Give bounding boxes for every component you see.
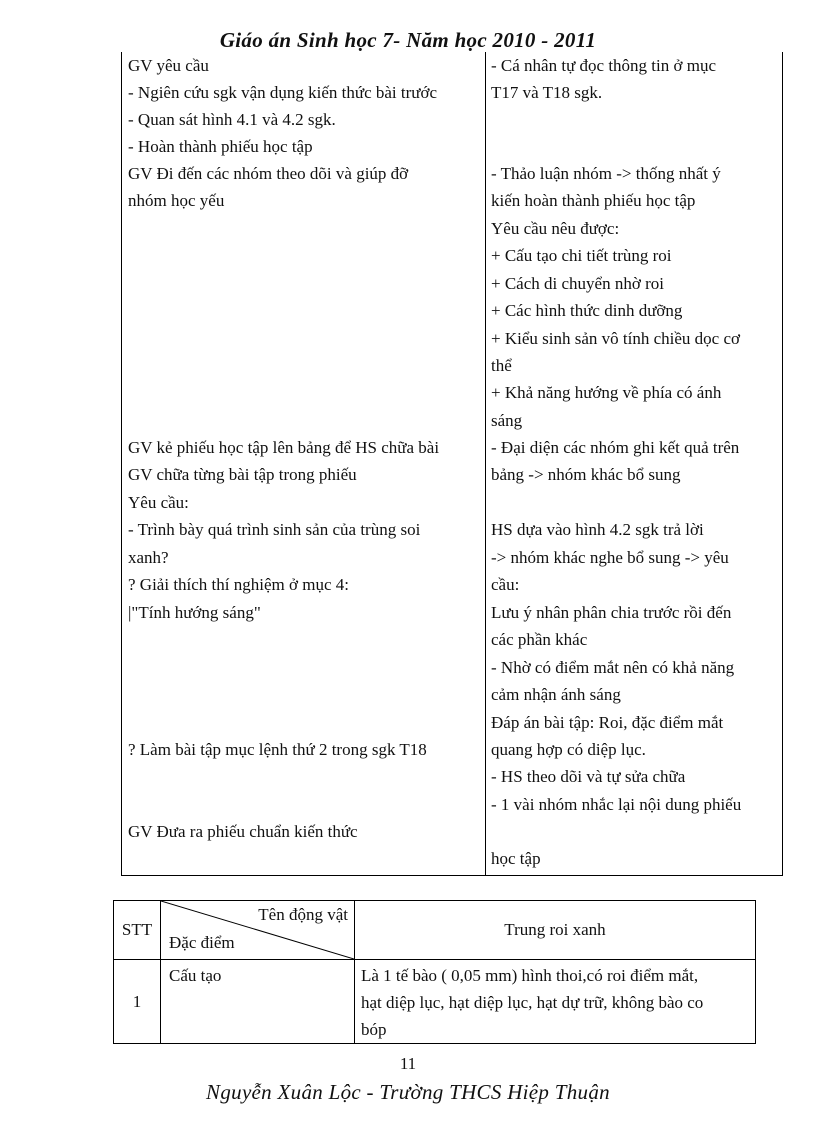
right-line: quang hợp có diệp lục. <box>491 740 646 759</box>
left-line: - Trình bày quá trình sinh sản của trùng soi <box>128 520 421 539</box>
left-line: xanh? <box>128 548 169 567</box>
right-line: bảng -> nhóm khác bổ sung <box>491 465 681 484</box>
left-line: - Ngiên cứu sgk vận dụng kiến thức bài trước <box>128 83 438 102</box>
left-line: Yêu cầu: <box>128 493 189 512</box>
right-line: sáng <box>491 411 523 430</box>
left-line: nhóm học yếu <box>128 191 225 210</box>
right-line: -> nhóm khác nghe bổ sung -> yêu <box>491 548 729 567</box>
left-line: GV yêu cầu <box>128 56 209 75</box>
right-line: + Cấu tạo chi tiết trùng roi <box>491 246 672 265</box>
right-line: - HS theo dõi và tự sửa chữa <box>491 767 686 786</box>
feature-label: Đặc điểm <box>169 933 235 952</box>
right-line: - Nhờ có điểm mắt nên có khả năng <box>491 658 735 677</box>
left-line: - Hoàn thành phiếu học tập <box>128 137 313 156</box>
right-line: T17 và T18 sgk. <box>491 83 603 102</box>
right-line: + Cách di chuyển nhờ roi <box>491 274 664 293</box>
page-number: 11 <box>399 1054 417 1073</box>
description-line: bóp <box>361 1020 387 1039</box>
stt-header: STT <box>114 901 161 960</box>
page-header: Giáo án Sinh học 7- Năm học 2010 - 2011 <box>219 28 597 52</box>
left-line: |"Tính hướng sáng" <box>128 603 261 622</box>
right-line: các phần khác <box>491 630 588 649</box>
right-line: + Khả năng hướng về phía có ánh <box>491 383 722 402</box>
left-line: GV Đi đến các nhóm theo dõi và giúp đỡ <box>128 164 409 183</box>
feature-table <box>113 900 756 1044</box>
left-line: GV Đưa ra phiếu chuẩn kiến thức <box>128 822 358 841</box>
right-line: + Các hình thức dinh dưỡng <box>491 301 683 320</box>
right-line: Lưu ý nhân phân chia trước rồi đến <box>491 603 732 622</box>
left-line: ? Giải thích thí nghiệm ở mục 4: <box>128 575 349 594</box>
row-number: 1 <box>114 960 161 1044</box>
diagonal-header-cell <box>161 901 355 960</box>
page-footer: Nguyễn Xuân Lộc - Trường THCS Hiệp Thuận <box>206 1080 610 1104</box>
right-line: + Kiểu sinh sản vô tính chiều dọc cơ <box>491 329 740 348</box>
animal-name-label: Tên động vật <box>258 905 348 924</box>
description-line: hạt diệp lục, hạt diệp lục, hạt dự trữ, không bào co <box>361 993 704 1012</box>
table-row <box>114 960 756 1044</box>
lesson-table <box>121 52 783 876</box>
left-line: - Quan sát hình 4.1 và 4.2 sgk. <box>128 110 336 129</box>
feature-name: Cấu tạo <box>161 960 355 1044</box>
right-line: thể <box>491 356 512 375</box>
column-divider <box>485 52 486 875</box>
species-header: Trung roi xanh <box>355 901 756 960</box>
left-line: GV chữa từng bài tập trong phiếu <box>128 465 357 484</box>
right-line: - Đại diện các nhóm ghi kết quả trên <box>491 438 740 457</box>
left-line: GV kẻ phiếu học tập lên bảng để HS chữa bài <box>128 438 440 457</box>
right-line: - Cá nhân tự đọc thông tin ở mục <box>491 56 717 75</box>
right-line: kiến hoàn thành phiếu học tập <box>491 191 696 210</box>
right-line: học tập <box>491 849 541 868</box>
right-line: - 1 vài nhóm nhắc lại nội dung phiếu <box>491 795 742 814</box>
right-line: cảm nhận ánh sáng <box>491 685 621 704</box>
right-line: Yêu cầu nêu được: <box>491 219 620 238</box>
description-line: Là 1 tế bào ( 0,05 mm) hình thoi,có roi điểm mắt, <box>361 966 699 985</box>
right-line: - Thảo luận nhóm -> thống nhất ý <box>491 164 721 183</box>
right-line: cầu: <box>491 575 520 594</box>
right-line: Đáp án bài tập: Roi, đặc điểm mắt <box>491 713 724 732</box>
feature-description <box>355 960 756 1044</box>
right-line: HS dựa vào hình 4.2 sgk trả lời <box>491 520 704 539</box>
table-header-row <box>114 901 756 960</box>
left-line: ? Làm bài tập mục lệnh thứ 2 trong sgk T18 <box>128 740 427 759</box>
